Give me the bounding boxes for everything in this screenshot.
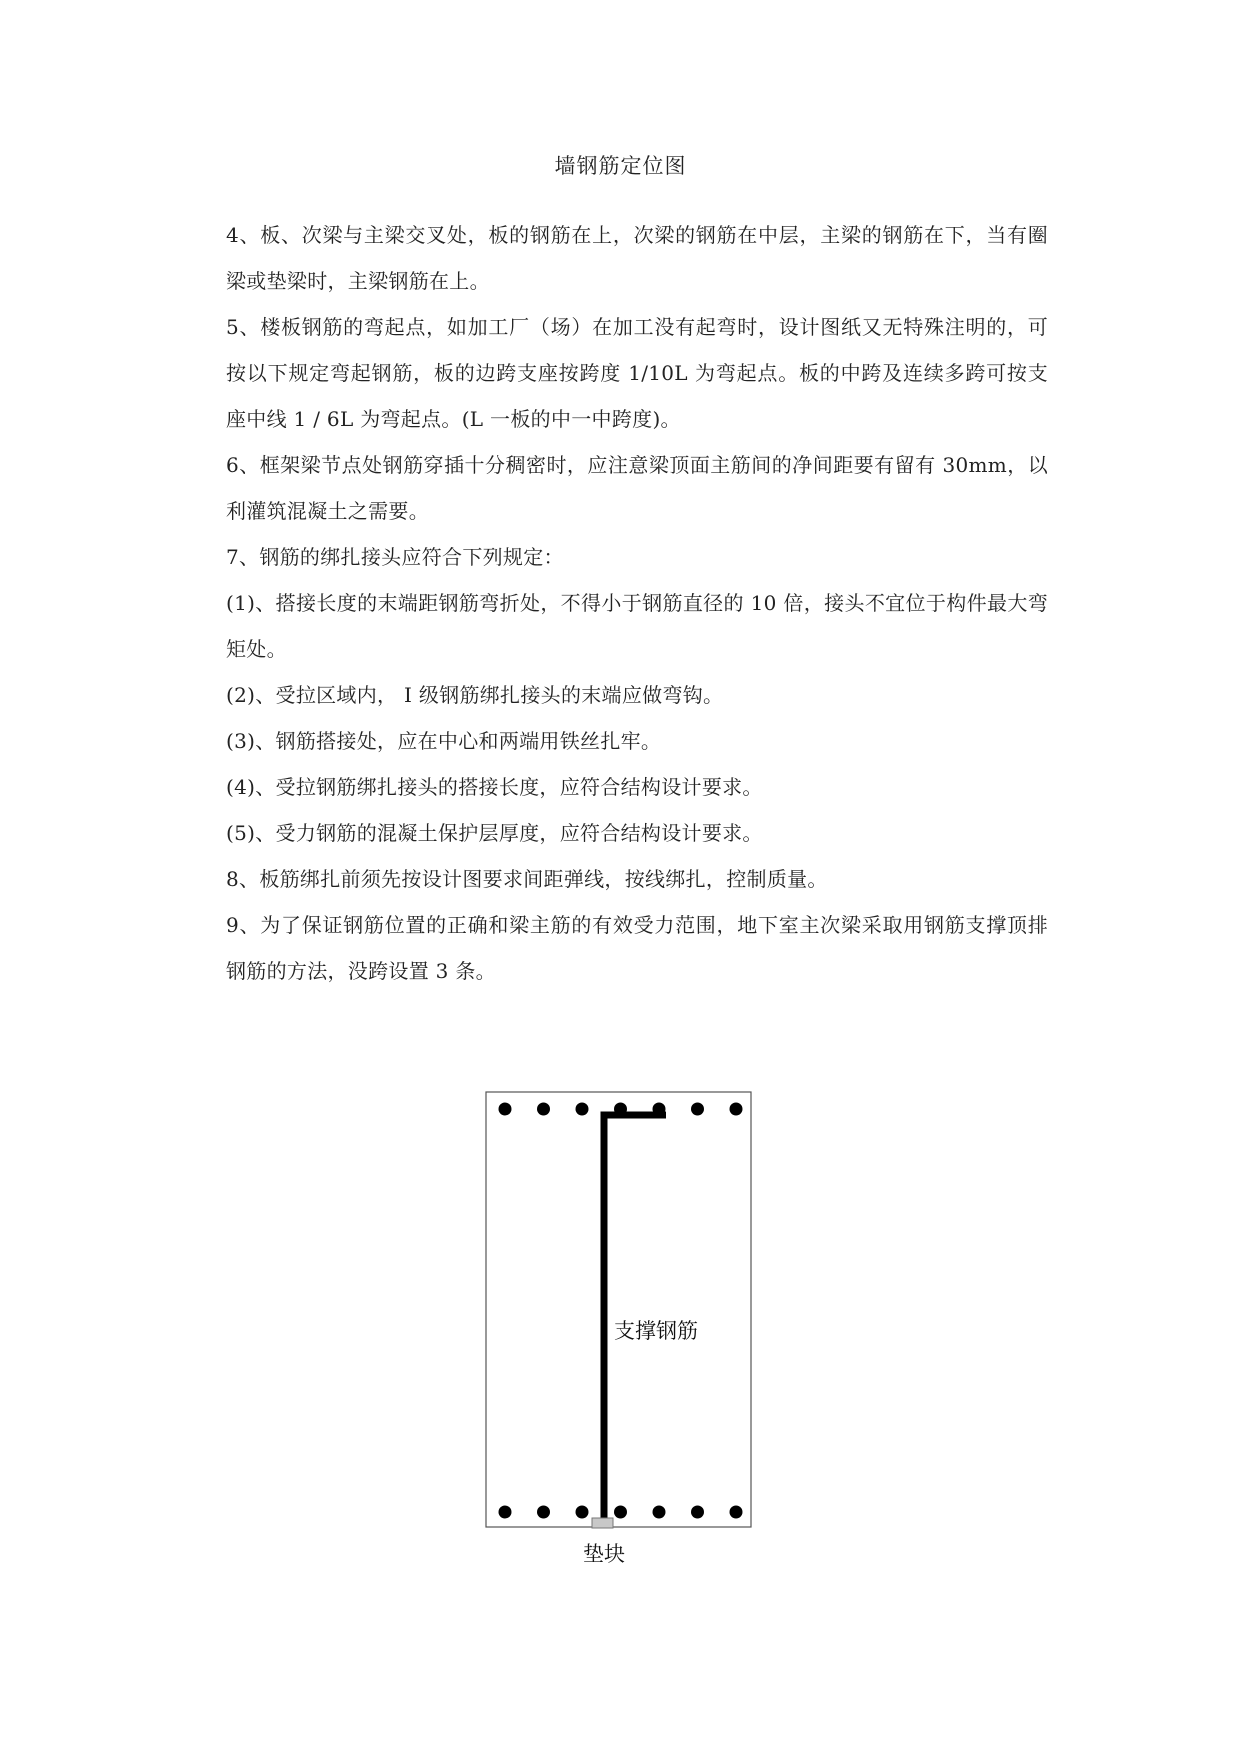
bottom-rebar-dot xyxy=(691,1506,704,1519)
bottom-rebar-dot xyxy=(653,1506,666,1519)
paragraph-7-1: (1)、搭接长度的末端距钢筋弯折处，不得小于钢筋直径的 10 倍，接头不宜位于构件最大弯矩处。 xyxy=(226,591,1048,661)
support-rebar-label: 支撑钢筋 xyxy=(614,1319,698,1343)
bottom-rebar-dot xyxy=(499,1506,512,1519)
spacer-block-label: 垫块 xyxy=(583,1542,625,1566)
top-rebar-dot xyxy=(576,1103,589,1116)
top-rebar-dot xyxy=(537,1103,550,1116)
paragraph-7-3: (3)、钢筋搭接处，应在中心和两端用铁丝扎牢。 xyxy=(226,729,662,753)
top-rebar-dot xyxy=(614,1103,627,1116)
top-rebar-dot xyxy=(730,1103,743,1116)
top-rebar-dot xyxy=(691,1103,704,1116)
paragraph-4: 4、板、次梁与主梁交叉处，板的钢筋在上，次梁的钢筋在中层，主梁的钢筋在下，当有圈梁或垫梁时，主梁钢筋在上。 xyxy=(226,223,1048,293)
paragraph-7-5: (5)、受力钢筋的混凝土保护层厚度，应符合结构设计要求。 xyxy=(226,821,763,845)
paragraph-7-2: (2)、受拉区域内， Ⅰ 级钢筋绑扎接头的末端应做弯钩。 xyxy=(226,683,724,707)
paragraph-7-4: (4)、受拉钢筋绑扎接头的搭接长度，应符合结构设计要求。 xyxy=(226,775,763,799)
paragraph-6: 6、框架梁节点处钢筋穿插十分稠密时，应注意梁顶面主筋间的净间距要有留有 30mm，以利灌筑混凝土之需要。 xyxy=(226,453,1048,523)
bottom-rebar-dot xyxy=(537,1506,550,1519)
paragraph-7: 7、钢筋的绑扎接头应符合下列规定： xyxy=(226,545,564,569)
bottom-rebar-dot xyxy=(730,1506,743,1519)
spacer-block xyxy=(592,1518,613,1528)
paragraph-9: 9、为了保证钢筋位置的正确和梁主筋的有效受力范围，地下室主次梁采取用钢筋支撑顶排钢筋的方法，没跨设置 3 条。 xyxy=(226,913,1048,983)
paragraph-5: 5、楼板钢筋的弯起点，如加工厂（场）在加工没有起弯时，设计图纸又无特殊注明的，可按以下规定弯起钢筋，板的边跨支座按跨度 1/10L 为弯起点。板的中跨及连续多跨可按支座中线 1 / 6L 为弯起点。(L 一板的中一中跨度)。 xyxy=(226,315,1048,431)
top-rebar-dot xyxy=(653,1103,666,1116)
top-rebar-dot xyxy=(499,1103,512,1116)
beam-section-figure xyxy=(486,1092,756,1572)
bottom-rebar-dot xyxy=(614,1506,627,1519)
page-title: 墙钢筋定位图 xyxy=(554,154,687,178)
beam-outline xyxy=(486,1092,751,1527)
bottom-rebar-dot xyxy=(576,1506,589,1519)
body-text xyxy=(226,212,1048,994)
paragraph-8: 8、板筋绑扎前须先按设计图要求间距弹线，按线绑扎，控制质量。 xyxy=(226,867,828,891)
